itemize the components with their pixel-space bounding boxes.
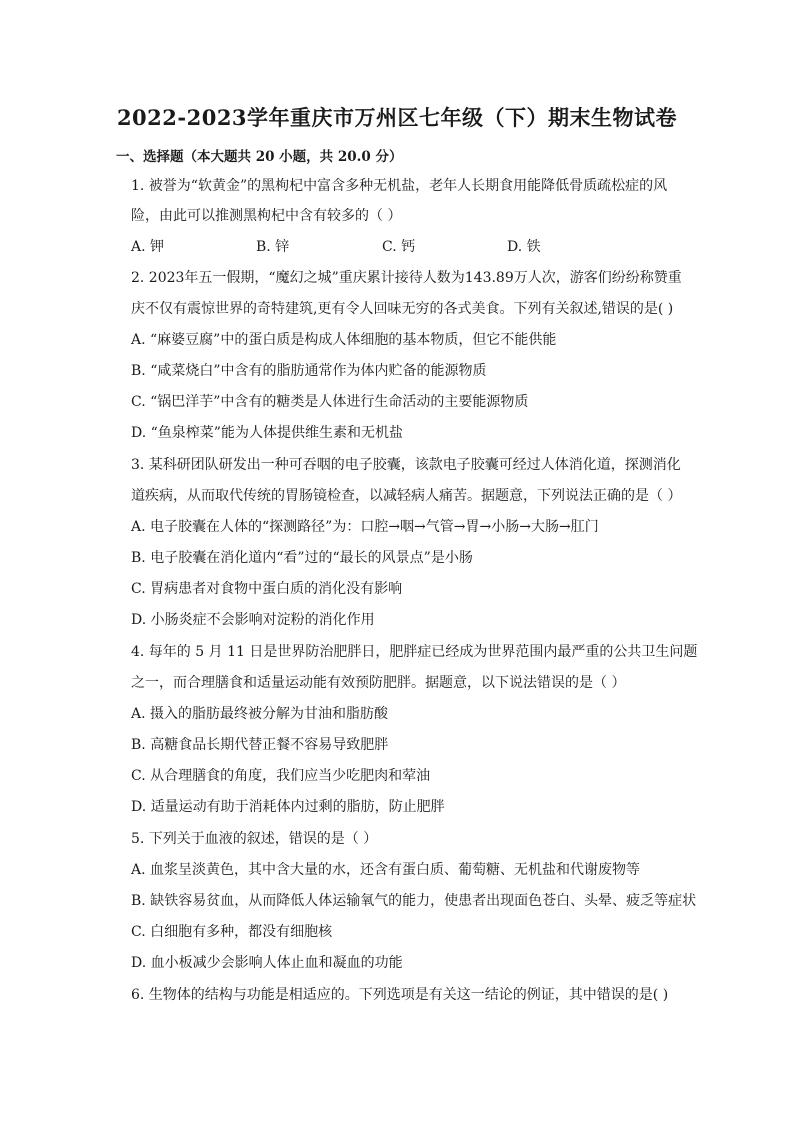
q3-stem-line1: 3. 某科研团队研发出一种可吞咽的电子胶囊，该款电子胶囊可经过人体消化道，探测消化 [131, 457, 681, 473]
section-heading: 一、选择题（本大题共 20 小题，共 20.0 分） [116, 149, 403, 165]
q2-option-a: A. “麻婆豆腐”中的蛋白质是构成人体细胞的基本物质，但它不能供能 [131, 332, 557, 348]
q3-option-c: C. 胃病患者对食物中蛋白质的消化没有影响 [131, 581, 403, 597]
q1-option-a: A. 钾 [131, 239, 165, 255]
q2-option-b: B. “咸菜烧白”中含有的脂肪通常作为体内贮备的能源物质 [131, 363, 487, 379]
q5-option-d: D. 血小板减少会影响人体止血和凝血的功能 [131, 955, 403, 971]
q2-option-c: C. “锅巴洋芋”中含有的糖类是人体进行生命活动的主要能源物质 [131, 394, 529, 410]
q1-option-c: C. 钙 [382, 239, 416, 255]
q4-option-d: D. 适量运动有助于消耗体内过剩的脂肪，防止肥胖 [131, 799, 445, 815]
q1-option-b: B. 锌 [256, 239, 290, 255]
page-title: 2022-2023学年重庆市万州区七年级（下）期末生物试卷 [116, 105, 678, 130]
q4-option-a: A. 摄入的脂肪最终被分解为甘油和脂肪酸 [131, 706, 389, 722]
q2-stem-line1: 2. 2023年五一假期，“魔幻之城”重庆累计接待人数为143.89万人次，游客们纷纷称赞重 [131, 270, 682, 286]
q2-stem-line2: 庆不仅有震惊世界的奇特建筑,更有令人回味无穷的各式美食。下列有关叙述,错误的是( ) [131, 301, 674, 317]
q4-option-c: C. 从合理膳食的角度，我们应当少吃肥肉和荤油 [131, 768, 431, 784]
q4-stem-line2: 之一，而合理膳食和适量运动能有效预防肥胖。据题意，以下说法错误的是（ ） [131, 675, 626, 691]
q5-option-a: A. 血浆呈淡黄色，其中含大量的水，还含有蛋白质、葡萄糖、无机盐和代谢废物等 [131, 862, 641, 878]
q1-option-d: D. 铁 [507, 239, 541, 255]
q3-option-a: A. 电子胶囊在人体的“探测路径”为：口腔→咽→气管→胃→小肠→大肠→肛门 [131, 519, 599, 535]
q3-option-d: D. 小肠炎症不会影响对淀粉的消化作用 [131, 612, 375, 628]
q5-option-b: B. 缺铁容易贫血，从而降低人体运输氧气的能力，使患者出现面色苍白、头晕、疲乏等症状 [131, 893, 697, 909]
q3-option-b: B. 电子胶囊在消化道内“看”过的“最长的风景点”是小肠 [131, 550, 473, 566]
q1-stem-line1: 1. 被誉为“软黄金”的黑枸杞中富含多种无机盐，老年人长期食用能降低骨质疏松症的风 [131, 178, 668, 194]
q6-stem-line1: 6. 生物体的结构与功能是相适应的。下列选项是有关这一结论的例证，其中错误的是( ) [131, 987, 669, 1003]
q2-option-d: D. “鱼泉榨菜”能为人体提供维生素和无机盐 [131, 425, 403, 441]
q4-option-b: B. 高糖食品长期代替正餐不容易导致肥胖 [131, 737, 389, 753]
q1-stem-line2: 险，由此可以推测黑枸杞中含有较多的（ ） [131, 208, 402, 224]
q3-stem-line2: 道疾病，从而取代传统的胃肠镜检查，以减轻病人痛苦。据题意，下列说法正确的是（ ） [131, 488, 682, 504]
q5-option-c: C. 白细胞有多种，都没有细胞核 [131, 924, 333, 940]
q4-stem-line1: 4. 每年的 5 月 11 日是世界防治肥胖日，肥胖症已经成为世界范围内最严重的公共卫生问题 [131, 644, 698, 660]
q5-stem-line1: 5. 下列关于血液的叙述，错误的是（ ） [131, 831, 378, 847]
